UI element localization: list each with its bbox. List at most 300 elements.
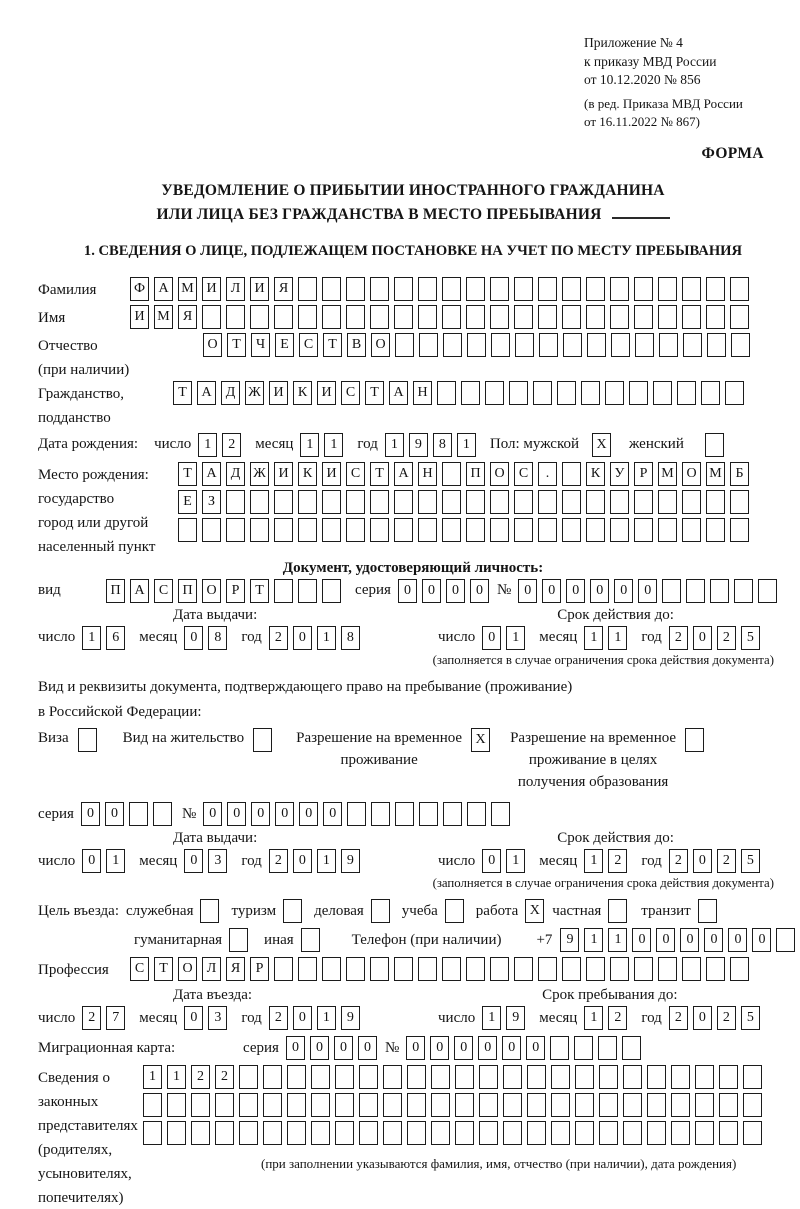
- birth-place-rows: [178, 462, 749, 542]
- form-cell: [287, 1093, 306, 1117]
- form-cell: [443, 333, 462, 357]
- residence-dates-row: [38, 849, 788, 873]
- form-cell: [229, 928, 248, 952]
- entry-purpose-row2: [38, 928, 788, 952]
- migration-card-label: Миграционная карта:: [38, 1039, 176, 1056]
- form-cell: 2: [191, 1065, 210, 1089]
- form-cell: [394, 277, 413, 301]
- form-cell: [575, 1093, 594, 1117]
- field-birth-date: [38, 433, 788, 457]
- form-cell: [250, 305, 269, 329]
- form-cell: [730, 957, 749, 981]
- form-cell: [562, 277, 581, 301]
- form-cell: 1: [584, 626, 603, 650]
- form-cell: [239, 1093, 258, 1117]
- form-cell: [538, 518, 557, 542]
- form-cell: 0: [656, 928, 675, 952]
- form-cell: 0: [614, 579, 633, 603]
- form-cell: Д: [221, 381, 240, 405]
- form-cell: Е: [275, 333, 294, 357]
- form-cell: И: [130, 305, 149, 329]
- representatives-row1: [143, 1065, 762, 1089]
- form-cell: [622, 1036, 641, 1060]
- form-cell: 1: [506, 626, 525, 650]
- form-cell: [527, 1121, 546, 1145]
- form-cell: 0: [184, 849, 203, 873]
- form-cell: [466, 305, 485, 329]
- form-cell: [346, 277, 365, 301]
- form-cell: [274, 957, 293, 981]
- residence-issue-date: число 0 1 месяц 0 3 год 2 0 1 9: [38, 849, 438, 873]
- form-cell: [215, 1093, 234, 1117]
- form-title: [38, 179, 788, 227]
- form-cell: [455, 1093, 474, 1117]
- form-cell: [490, 957, 509, 981]
- form-cell: А: [197, 381, 216, 405]
- form-cell: 0: [310, 1036, 329, 1060]
- form-cell: [658, 490, 677, 514]
- stay-until-header: Срок пребывания до:: [542, 987, 678, 1004]
- form-cell: 0: [422, 579, 441, 603]
- residence-expiry-date: число 0 1 месяц 1 2 год 2 0 2 5: [438, 849, 760, 873]
- form-cell: [418, 957, 437, 981]
- form-cell: [695, 1121, 714, 1145]
- form-cell: Б: [730, 462, 749, 486]
- migration-card-row: [38, 1036, 788, 1060]
- title-underline: [612, 217, 670, 219]
- form-cell: X: [592, 433, 611, 457]
- field-firstname: [38, 305, 788, 329]
- form-cell: 0: [693, 849, 712, 873]
- form-cell: [635, 333, 654, 357]
- section1-heading: 1. СВЕДЕНИЯ О ЛИЦЕ, ПОДЛЕЖАЩЕМ ПОСТАНОВКЕ НА УЧЕТ ПО МЕСТУ ПРЕБЫВАНИЯ: [83, 242, 743, 259]
- form-cell: [371, 899, 390, 923]
- form-cell: [322, 277, 341, 301]
- day-label: число: [154, 436, 192, 453]
- form-cell: [418, 518, 437, 542]
- form-cell: [274, 490, 293, 514]
- form-cell: М: [658, 462, 677, 486]
- form-cell: [335, 1121, 354, 1145]
- form-cell: П: [466, 462, 485, 486]
- form-cell: [730, 490, 749, 514]
- representatives-row3: [143, 1121, 762, 1145]
- form-cell: [514, 957, 533, 981]
- form-cell: [239, 1121, 258, 1145]
- form-cell: [383, 1121, 402, 1145]
- form-cell: [682, 305, 701, 329]
- form-cell: [467, 333, 486, 357]
- form-cell: [647, 1065, 666, 1089]
- patronymic-cells: [203, 333, 750, 357]
- form-cell: 5: [741, 849, 760, 873]
- form-cell: 0: [502, 1036, 521, 1060]
- amendment-line: (в ред. Приказа МВД России: [584, 95, 743, 111]
- purpose-official: служебная: [126, 899, 220, 923]
- entry-date: число 2 7 месяц 0 3 год 2 0 1 9: [38, 1006, 438, 1030]
- form-cell: [563, 333, 582, 357]
- form-cell: 0: [638, 579, 657, 603]
- option-visa: Виза: [38, 727, 97, 793]
- form-cell: [298, 579, 317, 603]
- form-cell: О: [490, 462, 509, 486]
- temp-residence-checkbox: [471, 728, 490, 752]
- option-residence-permit: Вид на жительство: [123, 727, 272, 793]
- form-cell: [178, 518, 197, 542]
- identity-doc-row: [38, 579, 788, 603]
- form-cell: [250, 518, 269, 542]
- stay-until-date: число 1 9 месяц 1 2 год 2 0 2 5: [438, 1006, 760, 1030]
- form-cell: 2: [669, 626, 688, 650]
- visa-checkbox: [78, 728, 97, 752]
- form-cell: 0: [542, 579, 561, 603]
- form-cell: 1: [608, 928, 627, 952]
- form-cell: Н: [418, 462, 437, 486]
- form-cell: Т: [227, 333, 246, 357]
- form-cell: [658, 277, 677, 301]
- form-cell: 0: [632, 928, 651, 952]
- form-cell: 0: [203, 802, 222, 826]
- form-cell: [322, 490, 341, 514]
- form-cell: [710, 579, 729, 603]
- form-cell: С: [299, 333, 318, 357]
- form-cell: 0: [693, 1006, 712, 1030]
- form-cell: [557, 381, 576, 405]
- form-cell: 0: [286, 1036, 305, 1060]
- form-cell: [322, 518, 341, 542]
- purpose-business: деловая: [314, 899, 390, 923]
- form-cell: 0: [693, 626, 712, 650]
- patronymic-label: Отчество (при наличии): [38, 337, 130, 378]
- form-cell: С: [346, 462, 365, 486]
- form-cell: 3: [208, 1006, 227, 1030]
- form-cell: 6: [106, 626, 125, 650]
- form-cell: О: [371, 333, 390, 357]
- form-cell: Я: [274, 277, 293, 301]
- form-cell: 0: [446, 579, 465, 603]
- form-cell: [599, 1065, 618, 1089]
- form-cell: [491, 802, 510, 826]
- form-cell: [287, 1121, 306, 1145]
- form-cell: И: [322, 462, 341, 486]
- phone-prefix: +7: [536, 931, 553, 948]
- residence-date-headers: [38, 830, 788, 847]
- doc-number-label: №: [496, 582, 512, 599]
- form-cell: 0: [82, 849, 101, 873]
- form-cell: [743, 1065, 762, 1089]
- form-cell: Т: [154, 957, 173, 981]
- form-cell: [167, 1121, 186, 1145]
- form-cell: [701, 381, 720, 405]
- form-cell: 2: [669, 1006, 688, 1030]
- form-cell: [129, 802, 148, 826]
- form-cell: [143, 1121, 162, 1145]
- entry-date-header: Дата въезда:: [173, 987, 253, 1004]
- form-cell: 0: [184, 1006, 203, 1030]
- form-cell: И: [250, 277, 269, 301]
- form-cell: [719, 1121, 738, 1145]
- doc-type-cells: [106, 579, 341, 603]
- form-cell: [274, 305, 293, 329]
- form-cell: [239, 1065, 258, 1089]
- identity-dates-row: [38, 626, 788, 650]
- form-cell: [647, 1093, 666, 1117]
- form-cell: [682, 490, 701, 514]
- form-cell: [503, 1065, 522, 1089]
- residence-expiry-note: (заполняется в случае ограничения срока действия документа): [432, 876, 774, 891]
- form-cell: X: [471, 728, 490, 752]
- form-cell: 1: [385, 433, 404, 457]
- form-cell: В: [347, 333, 366, 357]
- form-cell: [562, 518, 581, 542]
- form-cell: Ч: [251, 333, 270, 357]
- form-cell: [599, 1093, 618, 1117]
- form-cell: [437, 381, 456, 405]
- field-profession: [38, 957, 788, 981]
- form-cell: С: [130, 957, 149, 981]
- birth-place-row1: [178, 462, 749, 486]
- form-cell: [274, 579, 293, 603]
- form-cell: [394, 490, 413, 514]
- issue-date-header: Дата выдачи:: [173, 606, 258, 623]
- purpose-private: частная: [552, 899, 627, 923]
- form-cell: П: [178, 579, 197, 603]
- profession-label: Профессия: [38, 962, 109, 979]
- form-cell: [671, 1121, 690, 1145]
- form-cell: [395, 802, 414, 826]
- form-cell: [461, 381, 480, 405]
- form-cell: [445, 899, 464, 923]
- form-cell: [776, 928, 795, 952]
- form-cell: [634, 957, 653, 981]
- migration-number-cells: [406, 1036, 641, 1060]
- form-cell: 1: [584, 1006, 603, 1030]
- form-cell: [226, 518, 245, 542]
- sex-female-checkbox: [705, 433, 724, 457]
- entry-purpose-row1: [38, 899, 788, 923]
- form-cell: [479, 1121, 498, 1145]
- form-cell: [730, 518, 749, 542]
- form-cell: 1: [143, 1065, 162, 1089]
- form-cell: [611, 333, 630, 357]
- sex-female-label: женский: [629, 436, 684, 453]
- form-cell: [533, 381, 552, 405]
- form-cell: 1: [584, 928, 603, 952]
- form-cell: 0: [590, 579, 609, 603]
- residence-permit-checkbox: [253, 728, 272, 752]
- field-surname: [38, 277, 788, 301]
- form-cell: [706, 305, 725, 329]
- form-cell: [322, 957, 341, 981]
- form-cell: А: [130, 579, 149, 603]
- form-cell: [539, 333, 558, 357]
- birth-month-cells: [300, 433, 343, 457]
- appendix-line: от 10.12.2020 № 856: [584, 72, 701, 88]
- form-cell: 0: [299, 802, 318, 826]
- temp-residence-education-checkbox: [685, 728, 704, 752]
- form-cell: А: [154, 277, 173, 301]
- form-cell: [298, 277, 317, 301]
- form-cell: 0: [518, 579, 537, 603]
- form-cell: 8: [433, 433, 452, 457]
- birth-day-cells: [198, 433, 241, 457]
- form-cell: Я: [178, 305, 197, 329]
- birth-year-cells: [385, 433, 476, 457]
- form-cell: [418, 490, 437, 514]
- form-cell: [443, 802, 462, 826]
- form-cell: [418, 305, 437, 329]
- form-cell: [610, 490, 629, 514]
- form-cell: [725, 381, 744, 405]
- form-cell: [634, 305, 653, 329]
- form-cell: [743, 1093, 762, 1117]
- form-cell: [250, 490, 269, 514]
- form-cell: 0: [526, 1036, 545, 1060]
- form-cell: М: [706, 462, 725, 486]
- form-cell: [514, 490, 533, 514]
- appendix-line: Приложение № 4: [584, 35, 683, 50]
- representatives-caption: (при заполнении указываются фамилия, имя, отчество (при наличии), дата рождения): [261, 1156, 737, 1172]
- form-cell: [623, 1093, 642, 1117]
- form-cell: [509, 381, 528, 405]
- birth-place-row2: [178, 490, 749, 514]
- form-cell: [346, 957, 365, 981]
- representatives-rows: [143, 1065, 762, 1172]
- residence-number-label: №: [181, 805, 197, 822]
- form-cell: [551, 1093, 570, 1117]
- form-cell: [719, 1065, 738, 1089]
- form-cell: [514, 518, 533, 542]
- entry-date-headers: [38, 987, 788, 1004]
- form-cell: [538, 277, 557, 301]
- form-cell: [442, 305, 461, 329]
- purpose-transit: транзит: [641, 899, 716, 923]
- form-cell: [298, 490, 317, 514]
- form-cell: [322, 305, 341, 329]
- form-cell: 2: [269, 1006, 288, 1030]
- form-cell: Р: [250, 957, 269, 981]
- form-cell: [682, 518, 701, 542]
- firstname-label: Имя: [38, 309, 66, 326]
- form-cell: [605, 381, 624, 405]
- form-title-line2: ИЛИ ЛИЦА БЕЗ ГРАЖДАНСТВА В МЕСТО ПРЕБЫВАНИЯ: [38, 203, 788, 227]
- form-cell: Л: [226, 277, 245, 301]
- form-cell: [551, 1121, 570, 1145]
- form-cell: [419, 333, 438, 357]
- doc-series-cells: [398, 579, 489, 603]
- form-cell: X: [525, 899, 544, 923]
- form-cell: 0: [105, 802, 124, 826]
- form-cell: 0: [430, 1036, 449, 1060]
- form-cell: 2: [82, 1006, 101, 1030]
- sex-male-label: Пол: мужской: [489, 436, 580, 453]
- option-temp-residence-education: Разрешение на временное проживание в целях получения образования: [510, 727, 704, 793]
- form-cell: [485, 381, 504, 405]
- form-cell: А: [389, 381, 408, 405]
- form-cell: [698, 899, 717, 923]
- form-cell: [608, 899, 627, 923]
- form-cell: 2: [717, 626, 736, 650]
- form-cell: [662, 579, 681, 603]
- firstname-cells: [130, 305, 749, 329]
- form-cell: 2: [215, 1065, 234, 1089]
- form-cell: [623, 1121, 642, 1145]
- form-cell: [634, 490, 653, 514]
- form-cell: [503, 1121, 522, 1145]
- form-cell: 0: [680, 928, 699, 952]
- form-cell: [491, 333, 510, 357]
- form-cell: [610, 277, 629, 301]
- form-cell: 0: [482, 849, 501, 873]
- form-cell: [706, 957, 725, 981]
- form-cell: 9: [409, 433, 428, 457]
- citizenship-cells: [173, 381, 744, 405]
- form-cell: [551, 1065, 570, 1089]
- form-cell: [335, 1093, 354, 1117]
- form-cell: [734, 579, 753, 603]
- form-cell: [466, 277, 485, 301]
- form-cell: [394, 518, 413, 542]
- doc-type-label: вид: [38, 582, 61, 599]
- form-cell: [394, 957, 413, 981]
- form-cell: [202, 518, 221, 542]
- form-cell: Л: [202, 957, 221, 981]
- form-cell: [623, 1065, 642, 1089]
- birth-place-label: Место рождения: государство город или другой населенный пункт: [38, 466, 156, 555]
- form-cell: 0: [398, 579, 417, 603]
- form-cell: [347, 802, 366, 826]
- form-cell: С: [341, 381, 360, 405]
- form-cell: [659, 333, 678, 357]
- amendment-line: от 16.11.2022 № 867): [584, 113, 701, 129]
- form-cell: [586, 957, 605, 981]
- representatives-label: Сведения о законных представителях (родителях, усыновителях, попечителях): [38, 1070, 138, 1207]
- form-cell: [311, 1093, 330, 1117]
- purpose-other: иная: [264, 928, 320, 952]
- form-cell: 0: [358, 1036, 377, 1060]
- residence-doc-options: [38, 727, 788, 793]
- form-cell: 8: [341, 626, 360, 650]
- form-cell: [527, 1065, 546, 1089]
- form-cell: [383, 1093, 402, 1117]
- form-cell: 5: [741, 1006, 760, 1030]
- form-cell: [629, 381, 648, 405]
- form-cell: [442, 462, 461, 486]
- identity-doc-heading: Документ, удостоверяющий личность:: [282, 559, 544, 576]
- form-cell: 0: [275, 802, 294, 826]
- form-cell: С: [514, 462, 533, 486]
- form-cell: [407, 1121, 426, 1145]
- form-cell: [143, 1093, 162, 1117]
- form-cell: [466, 518, 485, 542]
- form-cell: [442, 518, 461, 542]
- form-cell: 2: [222, 433, 241, 457]
- form-cell: О: [682, 462, 701, 486]
- form-cell: 1: [506, 849, 525, 873]
- form-cell: [479, 1065, 498, 1089]
- form-cell: [706, 490, 725, 514]
- form-cell: [658, 957, 677, 981]
- form-cell: 2: [608, 1006, 627, 1030]
- form-cell: [383, 1065, 402, 1089]
- profession-cells: [130, 957, 749, 981]
- form-cell: [263, 1121, 282, 1145]
- form-cell: 1: [317, 1006, 336, 1030]
- form-cell: 1: [457, 433, 476, 457]
- residence-number-cells: [203, 802, 510, 826]
- form-cell: 5: [741, 626, 760, 650]
- form-cell: [298, 957, 317, 981]
